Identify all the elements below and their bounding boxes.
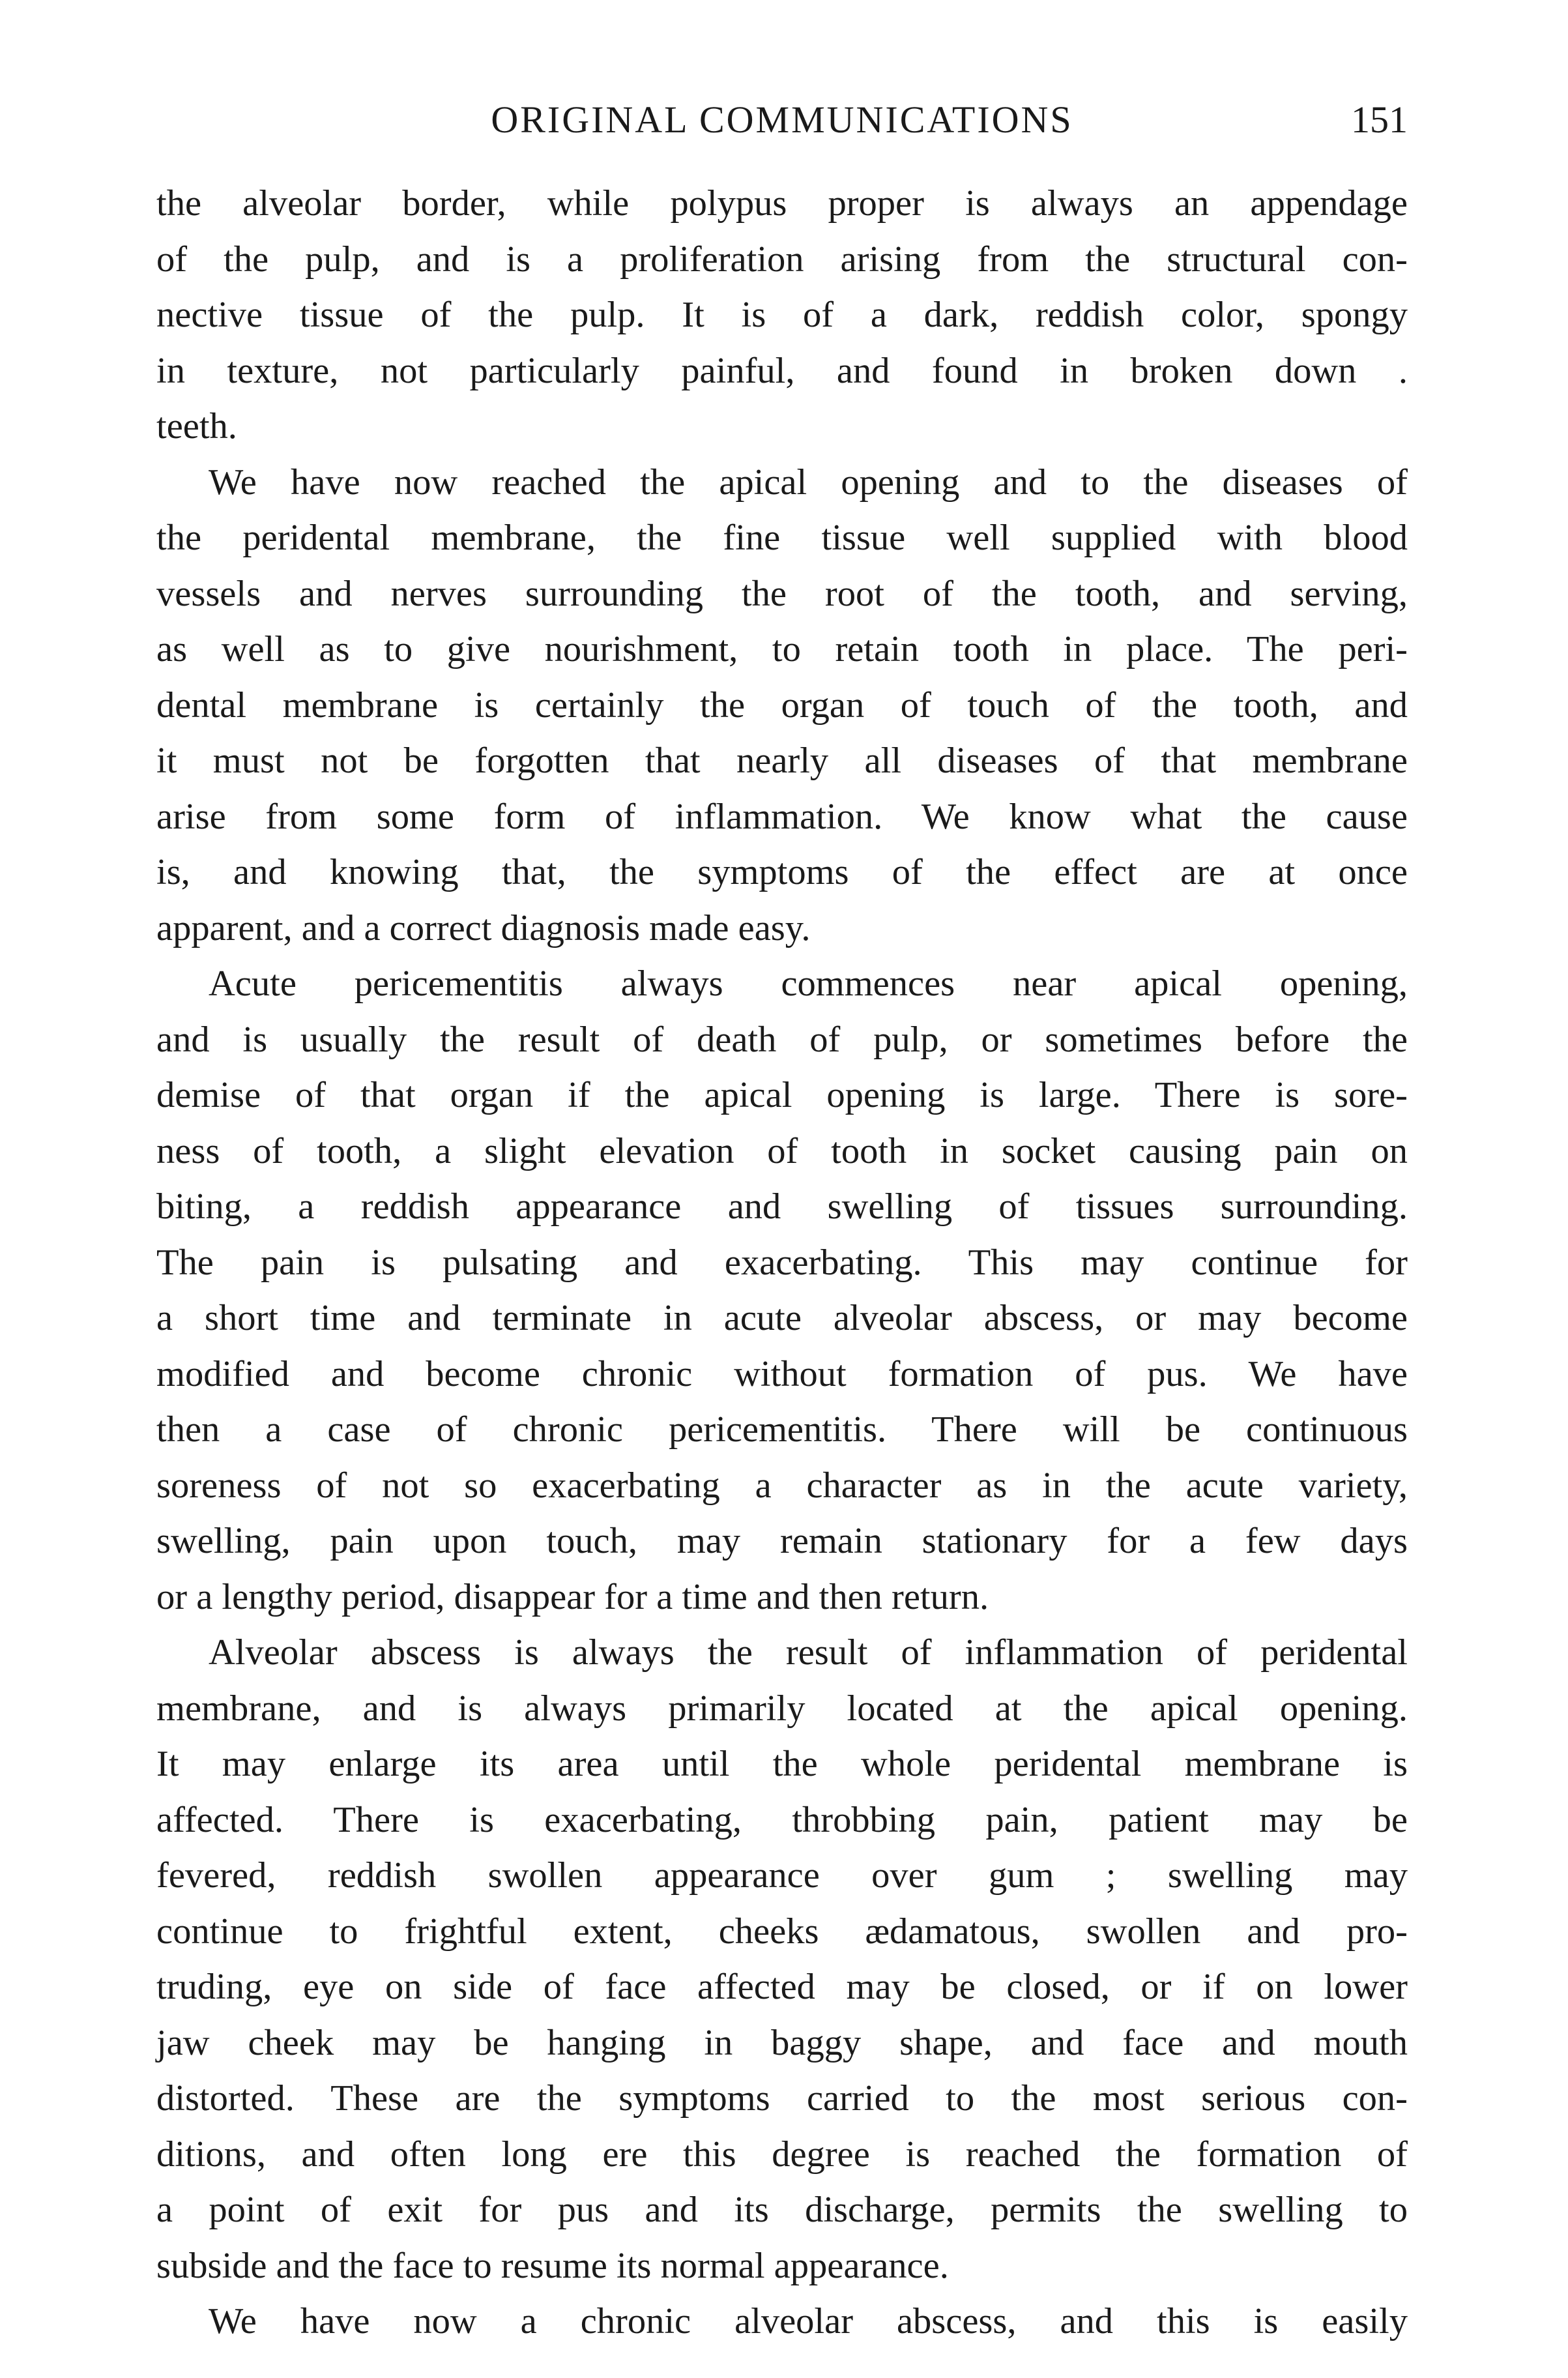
text-line: We have now a chronic alveolar abscess, and this is easily <box>209 2301 1408 2341</box>
text-line: subside and the face to resume its normal appearance. <box>156 2245 949 2286</box>
page <box>156 98 1408 2350</box>
text-line: We have now reached the apical opening and to the diseases of <box>209 462 1408 503</box>
text-line: biting, a reddish appearance and swelling of tissues surrounding. <box>156 1186 1408 1227</box>
text-line: vessels and nerves surrounding the root of the tooth, and serving, <box>156 573 1408 614</box>
body-text <box>156 176 1408 2350</box>
text-line: demise of that organ if the apical opening is large. There is sore- <box>156 1075 1408 1115</box>
text-line: apparent, and a correct diagnosis made easy. <box>156 907 811 948</box>
text-line: The pain is pulsating and exacerbating. This may continue for <box>156 1242 1408 1283</box>
text-line: or a lengthy period, disappear for a time and then return. <box>156 1576 989 1617</box>
text-line: Acute pericementitis always commences near apical opening, <box>209 963 1408 1004</box>
text-line: It may enlarge its area until the whole peridental membrane is <box>156 1744 1408 1784</box>
text-line: is, and knowing that, the symptoms of the effect are at once <box>156 852 1408 892</box>
text-line: ditions, and often long ere this degree is reached the formation of <box>156 2134 1408 2175</box>
text-line: a point of exit for pus and its discharge, permits the swelling to <box>156 2190 1408 2230</box>
text-line: dental membrane is certainly the organ of touch of the tooth, and <box>156 684 1408 726</box>
text-line: arise from some form of inflammation. We know what the cause <box>156 796 1408 837</box>
text-line: and is usually the result of death of pulp, or sometimes before the <box>156 1019 1408 1060</box>
text-line: it must not be forgotten that nearly all diseases of that membrane <box>156 741 1408 781</box>
text-line: as well as to give nourishment, to retain tooth in place. The peri- <box>156 629 1408 669</box>
text-line: membrane, and is always primarily located at the apical opening. <box>156 1688 1408 1729</box>
text-line: truding, eye on side of face affected may be closed, or if on lower <box>156 1967 1408 2007</box>
running-head: ORIGINAL COMMUNICATIONS <box>491 98 1073 141</box>
text-line: a short time and terminate in acute alveolar abscess, or may become <box>156 1298 1408 1338</box>
text-line: the alveolar border, while polypus proper is always an appendage <box>156 183 1408 224</box>
page-number: 151 <box>1351 98 1408 141</box>
text-line: soreness of not so exacerbating a character as in the acute variety, <box>156 1465 1408 1506</box>
text-line: Alveolar abscess is always the result of inflammation of peridental <box>209 1632 1408 1673</box>
text-line: fevered, reddish swollen appearance over gum ; swelling may <box>156 1855 1408 1896</box>
text-line: the peridental membrane, the fine tissue well supplied with blood <box>156 518 1408 558</box>
text-line: jaw cheek may be hanging in baggy shape, and face and mouth <box>156 2022 1408 2063</box>
text-line: modified and become chronic without formation of pus. We have <box>156 1353 1408 1394</box>
text-line: swelling, pain upon touch, may remain stationary for a few days <box>156 1521 1408 1561</box>
text-line: continue to frightful extent, cheeks ædamatous, swollen and pro- <box>156 1911 1408 1952</box>
page-header <box>156 98 1408 169</box>
text-line: distorted. These are the symptoms carried to the most serious con- <box>156 2078 1408 2119</box>
text-line: teeth. <box>156 406 237 447</box>
text-line: then a case of chronic pericementitis. There will be continuous <box>156 1409 1408 1450</box>
text-line: nective tissue of the pulp. It is of a dark, reddish color, spongy <box>156 295 1408 335</box>
text-line: of the pulp, and is a proliferation arising from the structural con- <box>156 239 1408 280</box>
text-line: in texture, not particularly painful, and found in broken down . <box>156 350 1408 391</box>
text-line: affected. There is exacerbating, throbbing pain, patient may be <box>156 1799 1408 1840</box>
text-line: ness of tooth, a slight elevation of tooth in socket causing pain on <box>156 1130 1408 1171</box>
